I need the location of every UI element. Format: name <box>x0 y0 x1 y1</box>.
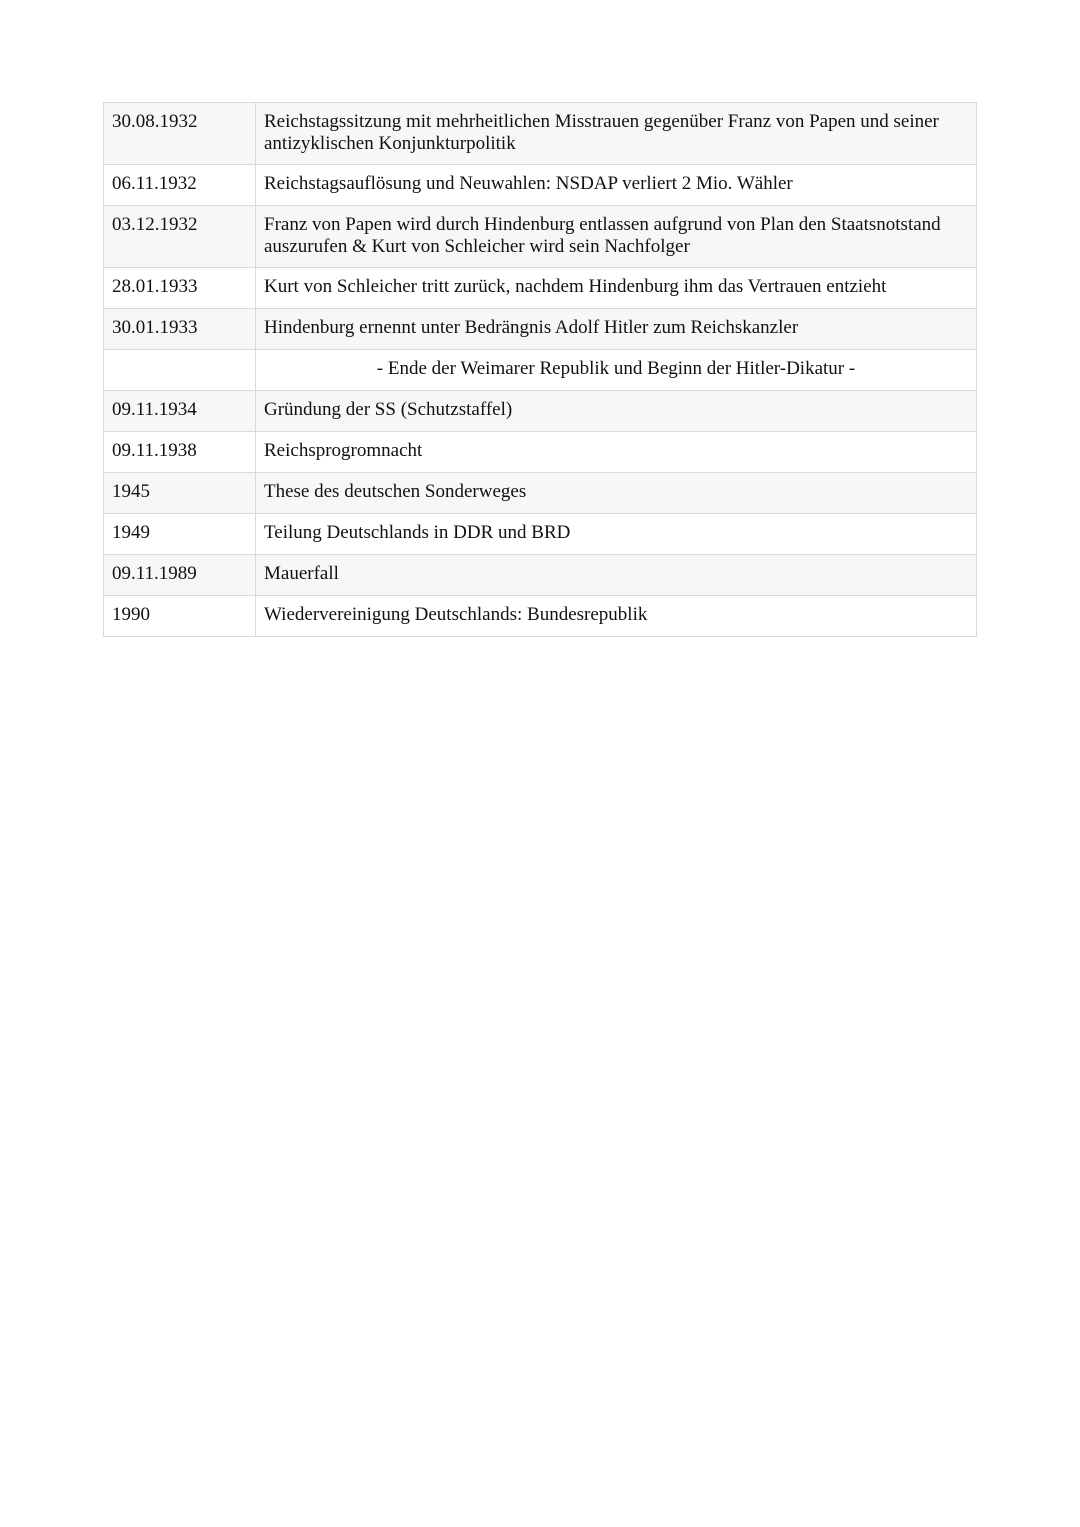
table-row <box>104 206 977 268</box>
table-row <box>104 555 977 596</box>
date-cell: 28.01.1933 <box>104 268 256 309</box>
event-cell: These des deutschen Sonderweges <box>256 473 977 514</box>
table-row <box>104 309 977 350</box>
table-row <box>104 268 977 309</box>
timeline-table <box>103 102 977 637</box>
table-row <box>104 432 977 473</box>
date-cell: 1990 <box>104 596 256 637</box>
event-cell: Gründung der SS (Schutzstaffel) <box>256 391 977 432</box>
table-row <box>104 165 977 206</box>
event-cell: Mauerfall <box>256 555 977 596</box>
event-cell: Franz von Papen wird durch Hindenburg entlassen aufgrund von Plan den Staatsnotstand auszurufen & Kurt von Schleicher wird sein Nachfolger <box>256 206 977 268</box>
date-cell <box>104 350 256 391</box>
table-row <box>104 391 977 432</box>
date-cell: 30.08.1932 <box>104 103 256 165</box>
date-cell: 09.11.1938 <box>104 432 256 473</box>
event-cell: Reichstagsauflösung und Neuwahlen: NSDAP verliert 2 Mio. Wähler <box>256 165 977 206</box>
event-cell: Reichsprogromnacht <box>256 432 977 473</box>
event-cell: Hindenburg ernennt unter Bedrängnis Adolf Hitler zum Reichskanzler <box>256 309 977 350</box>
table-row <box>104 350 977 391</box>
section-divider-cell: - Ende der Weimarer Republik und Beginn der Hitler-Dikatur - <box>256 350 977 391</box>
date-cell: 09.11.1934 <box>104 391 256 432</box>
date-cell: 06.11.1932 <box>104 165 256 206</box>
event-cell: Wiedervereinigung Deutschlands: Bundesrepublik <box>256 596 977 637</box>
date-cell: 09.11.1989 <box>104 555 256 596</box>
table-row <box>104 473 977 514</box>
date-cell: 1949 <box>104 514 256 555</box>
date-cell: 30.01.1933 <box>104 309 256 350</box>
event-cell: Reichstagssitzung mit mehrheitlichen Misstrauen gegenüber Franz von Papen und seiner antizyklischen Konjunkturpolitik <box>256 103 977 165</box>
table-row <box>104 596 977 637</box>
table-row <box>104 514 977 555</box>
date-cell: 1945 <box>104 473 256 514</box>
document-page <box>103 102 977 637</box>
date-cell: 03.12.1932 <box>104 206 256 268</box>
table-row <box>104 103 977 165</box>
event-cell: Teilung Deutschlands in DDR und BRD <box>256 514 977 555</box>
event-cell: Kurt von Schleicher tritt zurück, nachdem Hindenburg ihm das Vertrauen entzieht <box>256 268 977 309</box>
